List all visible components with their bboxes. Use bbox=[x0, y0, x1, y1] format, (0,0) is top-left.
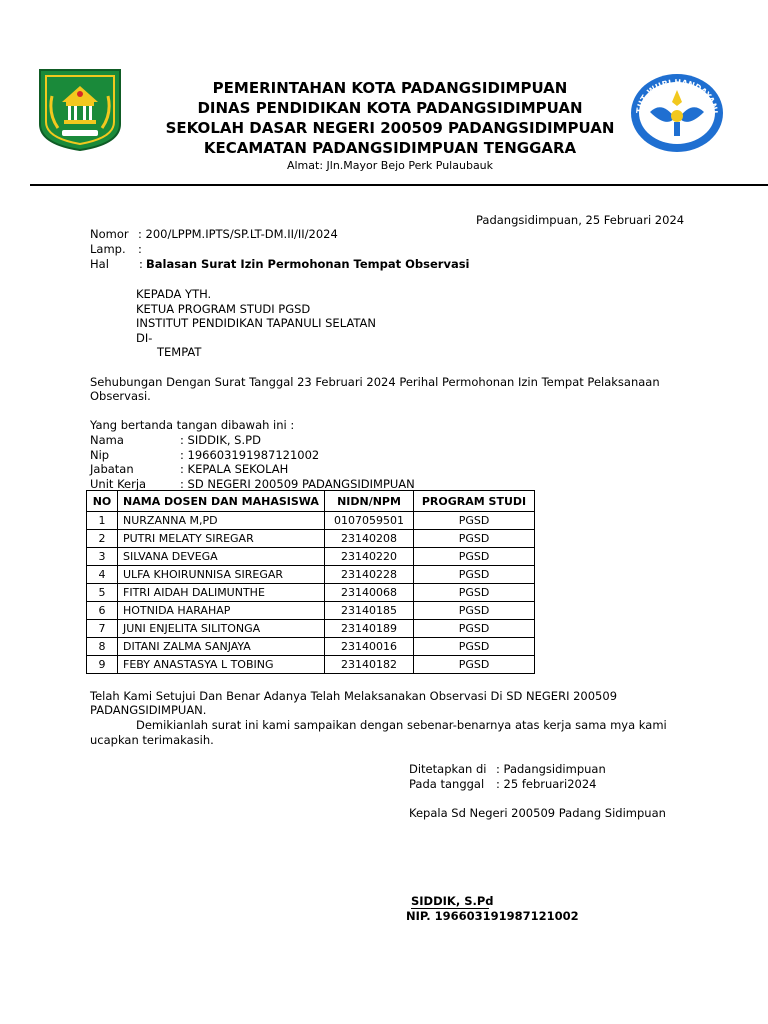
table-row bbox=[87, 548, 535, 566]
field-label: Nip bbox=[90, 448, 110, 462]
tanggal-label: Pada tanggal bbox=[409, 777, 485, 791]
table-row bbox=[87, 530, 535, 548]
field-label: Nama bbox=[90, 433, 124, 447]
table-row bbox=[87, 620, 535, 638]
closing-thanks-cont: ucapkan terimakasih. bbox=[90, 733, 214, 747]
col-header: PROGRAM STUDI bbox=[414, 491, 535, 512]
tut-wuri-handayani-logo bbox=[628, 72, 726, 154]
signer-position: Kepala Sd Negeri 200509 Padang Sidimpuan bbox=[409, 806, 666, 820]
recipient-line: KETUA PROGRAM STUDI PGSD bbox=[136, 302, 311, 316]
tanggal-value: : 25 februari2024 bbox=[496, 777, 597, 791]
table-row bbox=[87, 602, 535, 620]
cell-program: PGSD bbox=[414, 548, 535, 566]
table-header-row bbox=[87, 491, 535, 512]
field-label: Jabatan bbox=[90, 462, 134, 476]
cell-nidn: 0107059501 bbox=[325, 512, 414, 530]
hal-label: Hal bbox=[90, 257, 109, 271]
col-header: NO bbox=[87, 491, 118, 512]
city-emblem-logo bbox=[36, 66, 124, 152]
cell-program: PGSD bbox=[414, 602, 535, 620]
cell-name: ULFA KHOIRUNNISA SIREGAR bbox=[118, 566, 325, 584]
cell-nidn: 23140189 bbox=[325, 620, 414, 638]
cell-name: JUNI ENJELITA SILITONGA bbox=[118, 620, 325, 638]
cell-no: 6 bbox=[87, 602, 118, 620]
tutwuri-text: TUT WURI HANDAYANI bbox=[634, 77, 720, 114]
cell-name: FEBY ANASTASYA L TOBING bbox=[118, 656, 325, 674]
cell-name: FITRI AIDAH DALIMUNTHE bbox=[118, 584, 325, 602]
school-line: SEKOLAH DASAR NEGERI 200509 PADANGSIDIMPUAN bbox=[165, 119, 615, 137]
col-header: NIDN/NPM bbox=[325, 491, 414, 512]
gov-line: PEMERINTAHAN KOTA PADANGSIDIMPUAN bbox=[212, 79, 568, 97]
kecamatan-line: KECAMATAN PADANGSIDIMPUAN TENGGARA bbox=[203, 139, 577, 157]
cell-no: 3 bbox=[87, 548, 118, 566]
signer-nip: NIP. 196603191987121002 bbox=[406, 909, 579, 923]
cell-name: HOTNIDA HARAHAP bbox=[118, 602, 325, 620]
ditetapkan-label: Ditetapkan di bbox=[409, 762, 487, 776]
recipient-line: TEMPAT bbox=[157, 345, 202, 359]
hal-value: Balasan Surat Izin Permohonan Tempat Observasi bbox=[146, 257, 470, 271]
cell-no: 7 bbox=[87, 620, 118, 638]
place-date: Padangsidimpuan, 25 Februari 2024 bbox=[476, 213, 685, 227]
address-line: Almat: Jln.Mayor Bejo Perk Pulaubauk bbox=[286, 159, 494, 172]
recipient-line: INSTITUT PENDIDIKAN TAPANULI SELATAN bbox=[136, 316, 376, 330]
field-value: : SIDDIK, S.PD bbox=[180, 433, 261, 447]
lamp-label: Lamp. bbox=[90, 242, 126, 256]
cell-no: 2 bbox=[87, 530, 118, 548]
cell-name: SILVANA DEVEGA bbox=[118, 548, 325, 566]
closing-thanks: Demikianlah surat ini kami sampaikan dengan sebenar-benarnya atas kerja sama mya kami bbox=[136, 718, 667, 732]
cell-no: 4 bbox=[87, 566, 118, 584]
cell-nidn: 23140185 bbox=[325, 602, 414, 620]
ditetapkan-value: : Padangsidimpuan bbox=[496, 762, 606, 776]
cell-nidn: 23140068 bbox=[325, 584, 414, 602]
field-label: Unit Kerja bbox=[90, 477, 147, 491]
table-row bbox=[87, 656, 535, 674]
letterhead bbox=[160, 78, 620, 174]
lamp-value: : bbox=[138, 242, 142, 256]
cell-no: 5 bbox=[87, 584, 118, 602]
cell-nidn: 23140220 bbox=[325, 548, 414, 566]
dinas-line: DINAS PENDIDIKAN KOTA PADANGSIDIMPUAN bbox=[197, 99, 583, 117]
signer-intro: Yang bertanda tangan dibawah ini : bbox=[90, 418, 295, 432]
table-row bbox=[87, 566, 535, 584]
cell-no: 1 bbox=[87, 512, 118, 530]
field-value: : 196603191987121002 bbox=[180, 448, 320, 462]
cell-program: PGSD bbox=[414, 512, 535, 530]
letterhead-divider bbox=[30, 184, 768, 186]
cell-program: PGSD bbox=[414, 620, 535, 638]
cell-name: DITANI ZALMA SANJAYA bbox=[118, 638, 325, 656]
cell-program: PGSD bbox=[414, 530, 535, 548]
recipient-line: KEPADA YTH. bbox=[136, 287, 212, 301]
table-row bbox=[87, 512, 535, 530]
cell-no: 9 bbox=[87, 656, 118, 674]
recipient-line: DI- bbox=[136, 331, 153, 345]
hal-colon: : bbox=[139, 257, 143, 271]
field-value: : SD NEGERI 200509 PADANGSIDIMPUAN bbox=[180, 477, 415, 491]
cell-program: PGSD bbox=[414, 566, 535, 584]
cell-program: PGSD bbox=[414, 584, 535, 602]
participants-table bbox=[86, 490, 535, 674]
closing-paragraph: Telah Kami Setujui Dan Benar Adanya Telah Melaksanakan Observasi Di SD NEGERI 200509 bbox=[90, 689, 618, 703]
signer-name: SIDDIK, S.Pd bbox=[411, 894, 494, 908]
field-value: : KEPALA SEKOLAH bbox=[180, 462, 289, 476]
cell-nidn: 23140208 bbox=[325, 530, 414, 548]
cell-nidn: 23140182 bbox=[325, 656, 414, 674]
intro-paragraph: Sehubungan Dengan Surat Tanggal 23 Februari 2024 Perihal Permohonan Izin Tempat Pelaksanaan bbox=[90, 375, 660, 389]
cell-nidn: 23140016 bbox=[325, 638, 414, 656]
closing-paragraph-cont: PADANGSIDIMPUAN. bbox=[90, 703, 207, 717]
nomor-label: Nomor bbox=[90, 227, 129, 241]
cell-program: PGSD bbox=[414, 656, 535, 674]
cell-program: PGSD bbox=[414, 638, 535, 656]
cell-name: PUTRI MELATY SIREGAR bbox=[118, 530, 325, 548]
col-header: NAMA DOSEN DAN MAHASISWA bbox=[118, 491, 325, 512]
intro-paragraph-cont: Observasi. bbox=[90, 389, 151, 403]
table-row bbox=[87, 638, 535, 656]
cell-name: NURZANNA M,PD bbox=[118, 512, 325, 530]
nomor-value: : 200/LPPM.IPTS/SP.LT-DM.II/II/2024 bbox=[138, 227, 338, 241]
cell-nidn: 23140228 bbox=[325, 566, 414, 584]
cell-no: 8 bbox=[87, 638, 118, 656]
table-row bbox=[87, 584, 535, 602]
